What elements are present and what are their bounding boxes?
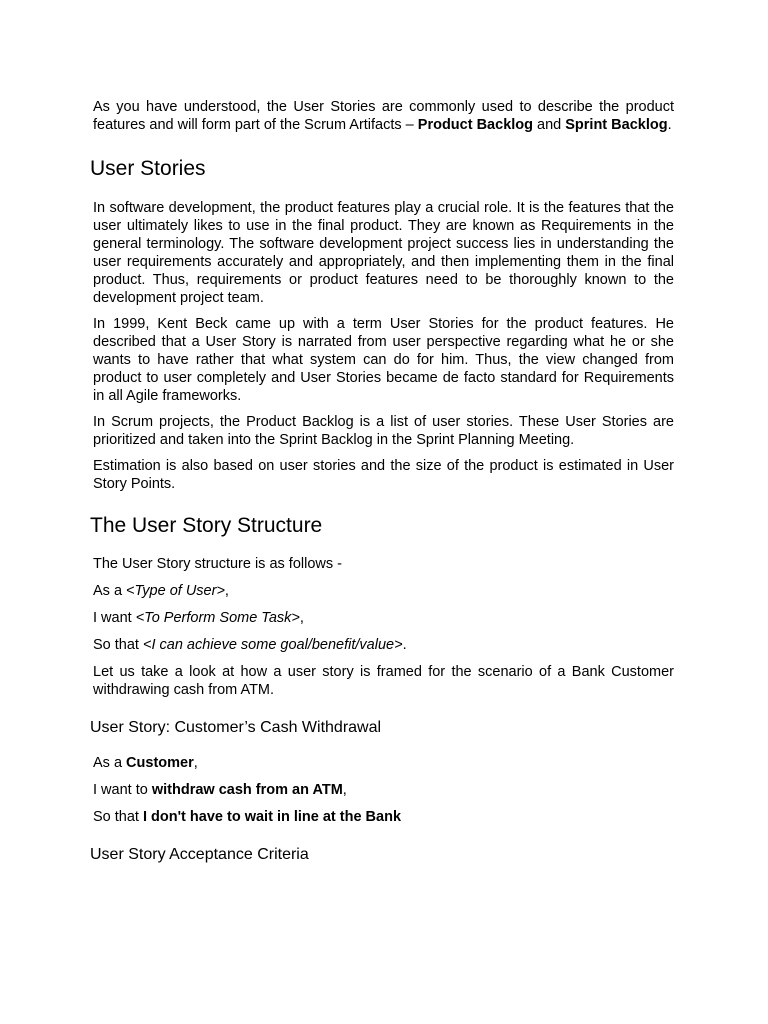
example-no-wait: I don't have to wait in line at the Bank: [142, 809, 402, 825]
intro-bold-product-backlog: Product Backlog: [417, 117, 533, 133]
structure-line-so-that-prefix: So that: [93, 637, 143, 653]
user-stories-paragraph-2: In 1999, Kent Beck came up with a term User Stories for the product features. He described that a User Story is narrated from user perspective regarding what he or she wants to have rather that what system can do for him. Thus, the view changed from product to user completely and User Stories became de facto standard for Requirements in all Agile frameworks.: [93, 316, 674, 404]
heading-user-story-structure: The User Story Structure: [90, 514, 323, 537]
structure-line-i-want: [93, 609, 674, 627]
user-stories-paragraph-4: Estimation is also based on user stories and the size of the product is estimated in User Story Points.: [93, 458, 674, 492]
structure-line-so-that-suffix: .: [402, 637, 407, 653]
user-stories-paragraph-1: In software development, the product features play a crucial role. It is the features that the user ultimately likes to use in the final product. They are known as Requirements in the general terminology. The software development project success lies in understanding the user requirements accurately and appropriately, and then implementing them in the final product. Thus, requirements or product features need to be thoroughly known to the development project team.: [93, 200, 674, 306]
example-customer: Customer: [126, 755, 194, 771]
example-line-as-a-prefix: As a: [93, 755, 127, 771]
heading-user-stories: User Stories: [90, 157, 206, 180]
heading-customer-cash-withdrawal: User Story: Customer’s Cash Withdrawal: [90, 719, 382, 736]
intro-text-b: and: [533, 117, 566, 133]
structure-lead: The User Story structure is as follows -: [93, 556, 342, 572]
structure-type-of-user: <Type of User>: [126, 583, 225, 599]
example-line-so-that-prefix: So that: [93, 809, 143, 825]
example-line-i-want: [93, 781, 674, 799]
example-line-as-a-suffix: ,: [193, 755, 198, 771]
intro-text-c: .: [667, 117, 672, 133]
structure-task: <To Perform Some Task>: [135, 610, 300, 626]
structure-closing: Let us take a look at how a user story is framed for the scenario of a Bank Customer withdrawing cash from ATM.: [93, 664, 674, 698]
structure-line-as-a-suffix: ,: [224, 583, 229, 599]
structure-line-as-a-prefix: As a: [93, 583, 127, 599]
structure-line-i-want-prefix: I want: [93, 610, 136, 626]
intro-paragraph: [93, 98, 674, 134]
example-line-so-that: [93, 808, 674, 826]
structure-line-i-want-suffix: ,: [299, 610, 304, 626]
structure-line-as-a: [93, 582, 674, 600]
structure-line-so-that: [93, 636, 674, 654]
intro-bold-sprint-backlog: Sprint Backlog: [565, 117, 668, 133]
example-withdraw-cash: withdraw cash from an ATM: [151, 782, 343, 798]
example-line-as-a: [93, 754, 674, 772]
user-stories-paragraph-3: In Scrum projects, the Product Backlog is a list of user stories. These User Stories are prioritized and taken into the Sprint Backlog in the Sprint Planning Meeting.: [93, 414, 674, 448]
intro-text-a: As you have understood, the User Stories are commonly used to describe the product features and will form part of the Scrum Artifacts –: [93, 99, 674, 133]
example-line-i-want-suffix: ,: [342, 782, 347, 798]
structure-goal: <I can achieve some goal/benefit/value>: [142, 637, 403, 653]
document-page: [90, 98, 674, 865]
example-line-i-want-prefix: I want to: [93, 782, 152, 798]
heading-acceptance-criteria: User Story Acceptance Criteria: [90, 846, 309, 863]
